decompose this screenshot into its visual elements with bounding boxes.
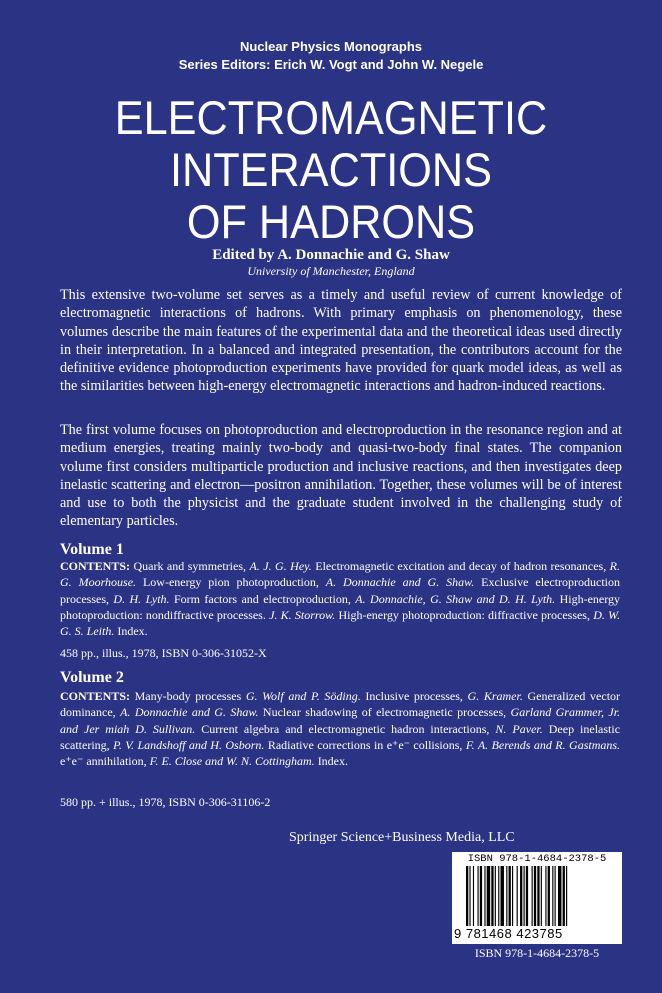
contents-author: F. A. Berends and R. Gastmans.	[465, 737, 621, 752]
barcode-bar	[473, 866, 474, 926]
title-line-1: ELECTROMAGNETIC	[114, 91, 548, 144]
barcode-bar	[537, 866, 539, 926]
book-title	[26, 92, 635, 248]
title-line-2: INTERACTIONS	[170, 143, 492, 196]
barcode-bar	[555, 866, 556, 926]
contents-author: Garland Grammer, Jr. and Jer miah D. Sullivan.	[60, 705, 621, 736]
barcode-bar	[478, 866, 479, 926]
barcode-bar	[498, 866, 499, 926]
barcode-bar	[512, 866, 513, 926]
barcode-bar	[517, 866, 518, 926]
contents-author: N. Paver.	[495, 721, 543, 736]
barcode-bar	[526, 866, 528, 926]
barcode-bar	[563, 866, 565, 926]
description-paragraph-1: This extensive two-volume set serves as a timely and useful review of current knowledge of electromagnetic interactions of hadrons. With primary emphasis on phenomenology, these volumes describe the main features of the experimental data and the theoretical ideas used directly in their interpretation. In a balanced and integrated presentation, the contributors account for the definitive evidence photoproduction experiments have provided for quark model ideas, as well as the similarities between high-energy electromagnetic interactions and hadron-induced reactions.	[60, 287, 622, 395]
contents-author: J. K. Storrow.	[269, 607, 336, 622]
volume-2-contents	[60, 688, 620, 769]
contents-author: A. Donnachie and G. Shaw.	[325, 575, 475, 590]
barcode-bar	[552, 866, 553, 926]
contents-topic: Index.	[317, 754, 349, 769]
book-editors: Edited by A. Donnachie and G. Shaw	[212, 247, 450, 263]
contents-topic: Quark and symmetries,	[133, 559, 247, 573]
barcode-bar	[566, 866, 567, 926]
barcode-bars	[466, 866, 616, 926]
barcode-isbn-top: ISBN 978-1-4684-2378-5	[467, 853, 607, 865]
contents-topic: e⁺e⁻ annihilation,	[60, 754, 147, 769]
barcode-digits: 9 781468 423785	[454, 926, 563, 941]
barcode-bar	[558, 866, 561, 926]
barcode-bar	[532, 866, 533, 926]
contents-topic: High-energy photoproduction: diffractive processes,	[338, 607, 590, 622]
series-name: Nuclear Physics Monographs	[239, 39, 423, 54]
contents-label: CONTENTS:	[60, 689, 131, 703]
contents-author: G. Wolf and P. Söding.	[245, 689, 361, 703]
contents-topic: Inclusive processes,	[365, 689, 463, 703]
contents-topic: Radiative corrections in e⁺e⁻ collisions,	[267, 737, 463, 752]
volume-1-pages: 458 pp., illus., 1978, ISBN 0-306-31052-X	[60, 646, 267, 660]
volume-1-contents	[60, 558, 620, 639]
contents-topic: Low-energy pion photoproduction,	[142, 575, 319, 590]
contents-topic: Deep inelastic scattering,	[60, 721, 621, 752]
contents-topic: Form factors and electroproduction,	[173, 591, 351, 606]
barcode-bar	[495, 866, 496, 926]
barcode-bar	[545, 866, 546, 926]
editors-affiliation: University of Manchester, England	[247, 264, 415, 278]
contents-author: D. H. Lyth.	[113, 591, 170, 606]
contents-author: A. J. G. Hey.	[249, 559, 312, 573]
title-line-3: OF HADRONS	[186, 195, 476, 248]
contents-author: P. V. Landshoff and H. Osborn.	[113, 737, 265, 752]
barcode-bar	[509, 866, 511, 926]
contents-topic: Index.	[117, 624, 148, 639]
contents-author: D. W. G. S. Leith.	[60, 607, 621, 639]
contents-topic: Generalized vector dominance,	[60, 689, 621, 720]
barcode-bar	[520, 866, 522, 926]
barcode-bar	[524, 866, 525, 926]
barcode	[452, 852, 622, 944]
contents-author: A. Donnachie and G. Shaw.	[120, 705, 259, 720]
barcode-bar	[491, 866, 493, 926]
contents-topic: Current algebra and electromagnetic hadron interactions,	[201, 721, 490, 736]
contents-author: F. E. Close and W. N. Cottingham.	[149, 754, 315, 769]
barcode-bar	[548, 866, 550, 926]
barcode-bar	[484, 866, 485, 926]
barcode-bar	[501, 866, 504, 926]
barcode-bar	[469, 866, 470, 926]
description-paragraph-2: The first volume focuses on photoproduction and electroproduction in the resonance region and at medium energies, treating mainly two-body and quasi-two-body final states. The companion volume first considers multiparticle production and inclusive reactions, and then investigates deep inelastic scattering and electron—positron annihilation. Together, these volumes will be of interest and use to both the physicist and the graduate student involved in the challenging study of elementary particles.	[60, 422, 622, 530]
series-info	[0, 38, 662, 74]
contents-topic: Nuclear shadowing of electromagnetic processes,	[262, 705, 507, 720]
contents-topic: High-energy photoproduction: nondiffractive processes.	[60, 591, 621, 622]
contents-topic: Exclusive electroproduction processes,	[60, 575, 621, 606]
contents-author: R. G. Moorhouse.	[60, 559, 620, 590]
barcode-bar	[534, 866, 536, 926]
volume-2-heading: Volume 2	[60, 669, 124, 686]
contents-author: A. Donnachie, G. Shaw and D. H. Lyth.	[355, 591, 556, 606]
barcode-bar	[506, 866, 507, 926]
barcode-bar	[466, 866, 468, 926]
volume-2-pages: 580 pp. + illus., 1978, ISBN 0-306-31106-2	[60, 795, 271, 809]
publisher-name: Springer Science+Business Media, LLC	[289, 830, 515, 845]
barcode-bar	[480, 866, 482, 926]
volume-1-heading: Volume 1	[60, 541, 124, 558]
isbn-bottom: ISBN 978-1-4684-2378-5	[474, 946, 600, 960]
barcode-bar	[541, 866, 542, 926]
barcode-bar	[487, 866, 490, 926]
contents-topic: Many-body processes	[134, 689, 242, 703]
contents-author: G. Kramer.	[467, 689, 523, 703]
series-editors: Series Editors: Erich W. Vogt and John W. Negele	[178, 57, 484, 72]
contents-topic: Electromagnetic excitation and decay of hadron resonances,	[315, 559, 607, 573]
contents-label: CONTENTS:	[60, 559, 131, 573]
